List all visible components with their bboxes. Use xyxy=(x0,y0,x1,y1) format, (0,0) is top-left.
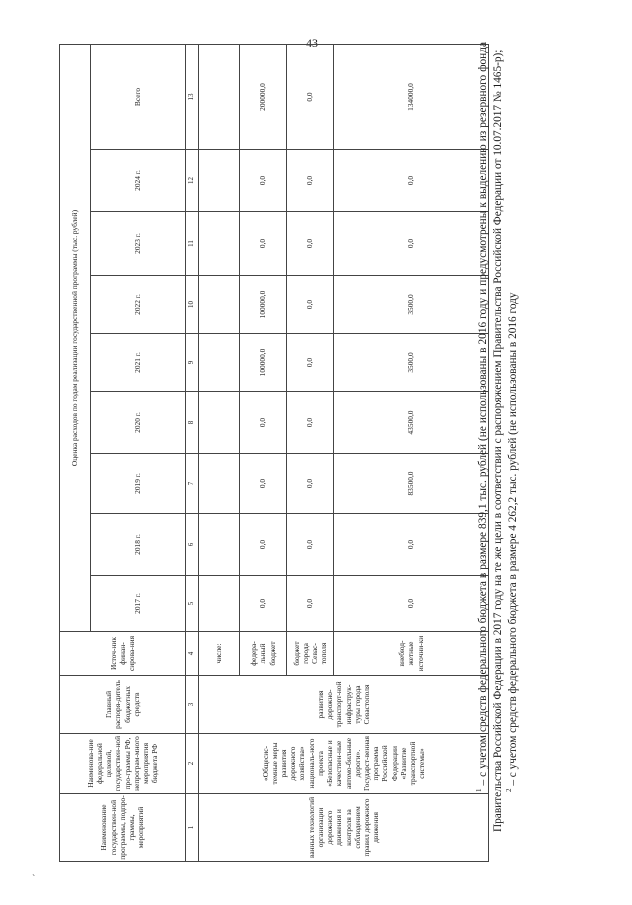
value-cell: 3500,0 xyxy=(334,276,489,334)
column-number: 8 xyxy=(186,392,199,454)
value-cell: 0,0 xyxy=(287,45,334,150)
value-cell: 0,0 xyxy=(240,514,287,576)
value-cell: 0,0 xyxy=(334,576,489,632)
column-number: 2 xyxy=(186,734,199,794)
footnote-1 xyxy=(476,42,506,832)
column-number: 4 xyxy=(186,632,199,676)
column-number: 9 xyxy=(186,334,199,392)
value-cell: 100000,0 xyxy=(240,276,287,334)
header-year: 2020 г. xyxy=(91,392,186,454)
value-cell: 0,0 xyxy=(240,150,287,212)
value-cell: 0,0 xyxy=(240,212,287,276)
value-cell: 0,0 xyxy=(240,576,287,632)
federal-program-cell: «Общесис-темные меры развития дорожного хозяйства» националь-ного проекта «Безопасные и качествен-ные автомо-бильные дороги». Государст-венная программа Российской Федерации «Развитие транспортной системы» xyxy=(199,734,489,794)
value-cell: 0,0 xyxy=(334,150,489,212)
program-name-cell: ванных технологий организации дорожного движения и контроля за соблюдением правил дорожного движения xyxy=(199,794,489,862)
value-cell: 0,0 xyxy=(287,392,334,454)
value-cell: 3500,0 xyxy=(334,334,489,392)
value-cell xyxy=(199,276,240,334)
header-year: 2018 г. xyxy=(91,514,186,576)
value-cell: 0,0 xyxy=(287,334,334,392)
header-year: 2021 г. xyxy=(91,334,186,392)
footnote-1-text: – с учетом средств федерального бюджета в размере 839,1 тыс. рублей (не использованы в 2016 году и предусмотрены к выделению из резервного фонда Правительства Российской Федерации в 2017 году на те же цели в соответствии с распоряжением Правительства Российской Федерации от 10.07.2017 № 1465-р); xyxy=(477,42,505,832)
funding-source-cell: бюджет города Севас-тополя xyxy=(287,632,334,676)
header-expense-group: Оценка расходов по годам реализации государственной программы (тыс. рублей) xyxy=(60,45,91,632)
value-cell: 43500,0 xyxy=(334,392,489,454)
value-cell: 0,0 xyxy=(287,212,334,276)
value-cell: 0,0 xyxy=(240,454,287,514)
header-year: 2023 г. xyxy=(91,212,186,276)
value-cell: 0,0 xyxy=(287,514,334,576)
header-budget-manager: Главный распоря-дитель бюджетных средств xyxy=(60,676,186,734)
value-cell xyxy=(199,334,240,392)
footnote-2-text: – с учетом средств федерального бюджета в размере 4 262,2 тыс. рублей (не использованы в 2016 году xyxy=(507,292,520,789)
value-cell: 0,0 xyxy=(287,276,334,334)
stray-mark: ˋ xyxy=(32,874,36,885)
rotated-page-content xyxy=(24,17,604,862)
value-cell: 0,0 xyxy=(334,212,489,276)
column-number: 13 xyxy=(186,45,199,150)
page-number: 43 xyxy=(306,36,318,50)
funding-source-cell: внебюд-жетные источни-ки xyxy=(334,632,489,676)
footnote-2-marker: 2 xyxy=(505,788,514,792)
value-cell: 200000,0 xyxy=(240,45,287,150)
footnote-1-marker: 1 xyxy=(475,788,484,792)
footnote-2 xyxy=(506,42,521,832)
column-number: 1 xyxy=(186,794,199,862)
header-program-name: Наименование государствен-ной программы, подпро-граммы, мероприятий xyxy=(60,794,186,862)
value-cell: 134000,0 xyxy=(334,45,489,150)
value-cell xyxy=(199,45,240,150)
value-cell: 0,0 xyxy=(287,576,334,632)
funding-source-cell: числе: xyxy=(199,632,240,676)
column-number: 5 xyxy=(186,576,199,632)
value-cell xyxy=(199,454,240,514)
value-cell: 0,0 xyxy=(334,514,489,576)
value-cell: 83500,0 xyxy=(334,454,489,514)
header-total: Всего xyxy=(91,45,186,150)
table-container xyxy=(59,44,489,862)
column-number: 10 xyxy=(186,276,199,334)
value-cell: 0,0 xyxy=(287,150,334,212)
value-cell: 100000,0 xyxy=(240,334,287,392)
funding-source-cell: федера-льный бюджет xyxy=(240,632,287,676)
column-number: 3 xyxy=(186,676,199,734)
value-cell xyxy=(199,392,240,454)
footnotes xyxy=(476,42,521,832)
header-funding-source: Источ-ник финан-сирова-ния xyxy=(60,632,186,676)
header-year: 2017 г. xyxy=(91,576,186,632)
value-cell xyxy=(199,576,240,632)
expenditure-table xyxy=(59,44,489,862)
budget-manager-cell: развития дорожно-транспорт-ной инфраструк-туры города Севастополя xyxy=(199,676,489,734)
column-number: 11 xyxy=(186,212,199,276)
header-federal-program: Наименова-ние федеральной целевой, государствен-ной про-граммы РФ, непрограм-много мероприятия бюджета РФ xyxy=(60,734,186,794)
header-year: 2019 г. xyxy=(91,454,186,514)
value-cell: 0,0 xyxy=(240,392,287,454)
value-cell xyxy=(199,514,240,576)
header-year: 2024 г. xyxy=(91,150,186,212)
column-number: 7 xyxy=(186,454,199,514)
column-number: 12 xyxy=(186,150,199,212)
column-number: 6 xyxy=(186,514,199,576)
value-cell xyxy=(199,150,240,212)
value-cell xyxy=(199,212,240,276)
header-year: 2022 г. xyxy=(91,276,186,334)
value-cell: 0,0 xyxy=(287,454,334,514)
